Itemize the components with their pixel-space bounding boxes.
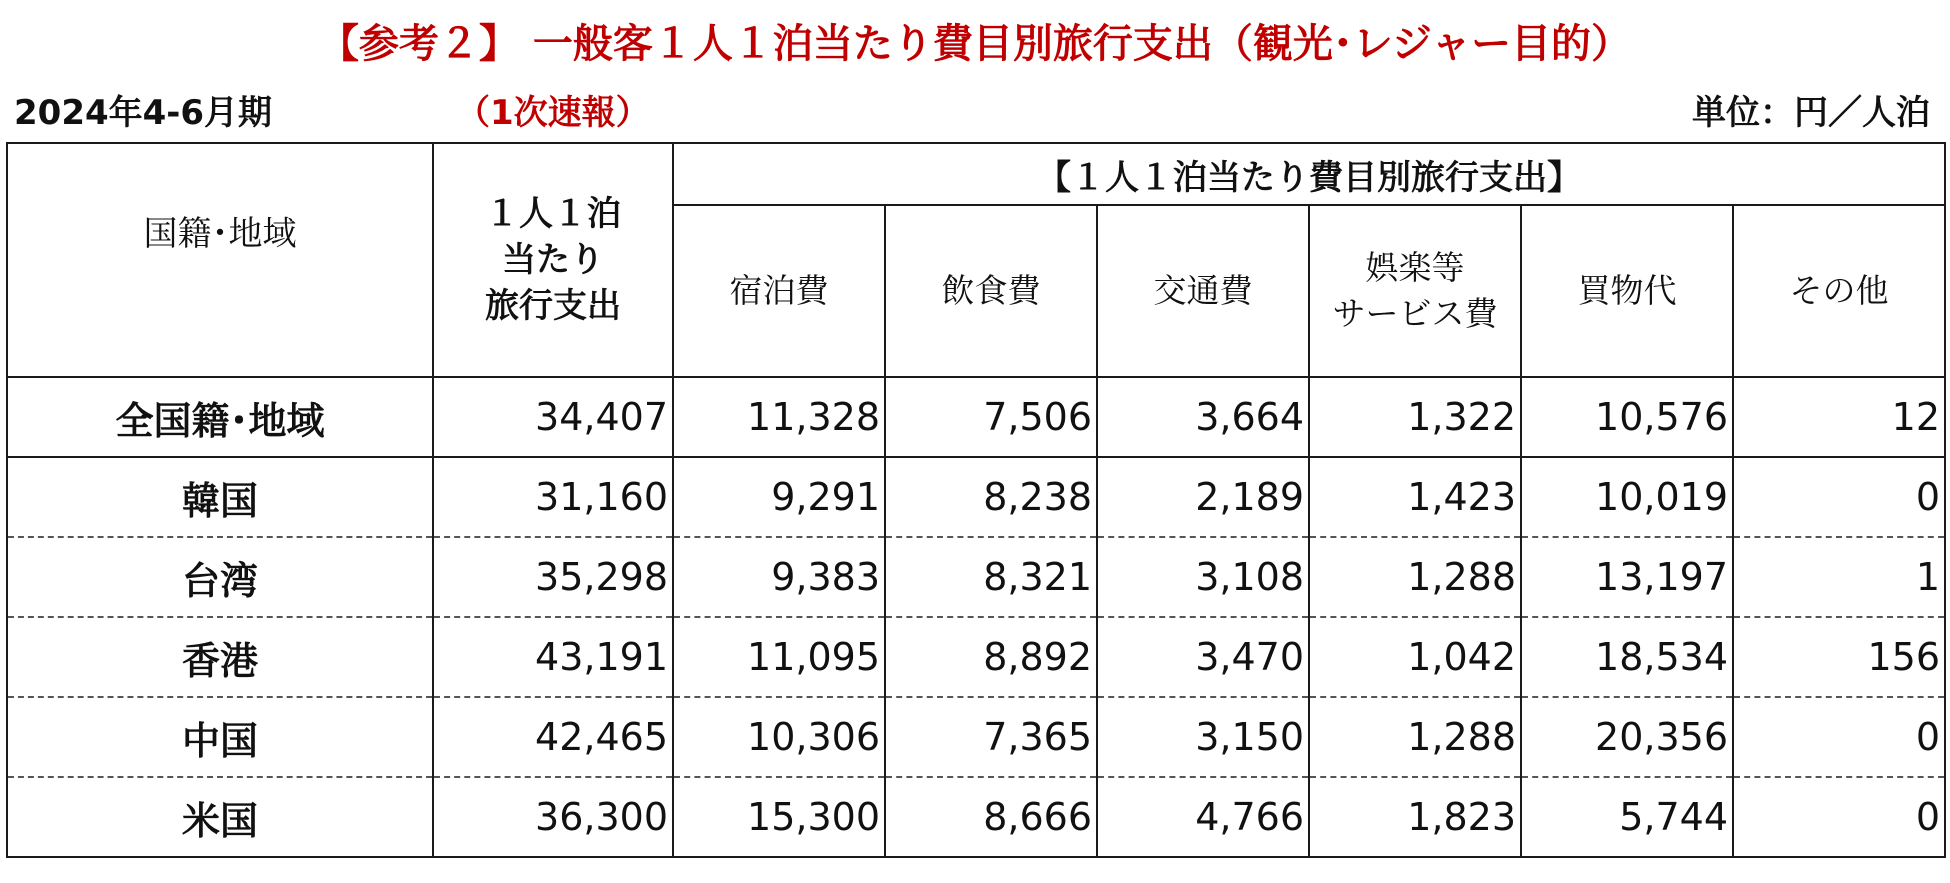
cell-entertainment: 1,288 (1309, 697, 1521, 777)
cell-total: 36,300 (433, 777, 673, 857)
row-label: 中国 (7, 697, 433, 777)
cell-transport: 4,766 (1097, 777, 1309, 857)
row-label: 韓国 (7, 457, 433, 537)
cell-entertainment: 1,423 (1309, 457, 1521, 537)
cell-accommodation: 11,095 (673, 617, 885, 697)
cell-accommodation: 9,383 (673, 537, 885, 617)
cell-accommodation: 11,328 (673, 377, 885, 457)
cell-transport: 2,189 (1097, 457, 1309, 537)
table-row-korea (7, 457, 1945, 537)
header-group: 【１人１泊当たり費目別旅行支出】 (673, 143, 1945, 205)
table-row-usa (7, 777, 1945, 857)
row-label: 全国籍･地域 (7, 377, 433, 457)
cell-food: 8,666 (885, 777, 1097, 857)
cell-accommodation: 10,306 (673, 697, 885, 777)
cell-shopping: 18,534 (1521, 617, 1733, 697)
preliminary-label: （1次速報） (456, 93, 650, 133)
table-row-china (7, 697, 1945, 777)
row-label: 香港 (7, 617, 433, 697)
cell-transport: 3,108 (1097, 537, 1309, 617)
header-region: 国籍･地域 (7, 143, 433, 377)
cell-accommodation: 15,300 (673, 777, 885, 857)
cell-entertainment: 1,823 (1309, 777, 1521, 857)
cell-transport: 3,150 (1097, 697, 1309, 777)
cell-total: 43,191 (433, 617, 673, 697)
header-shopping: 買物代 (1521, 205, 1733, 377)
header-transport: 交通費 (1097, 205, 1309, 377)
header-entertainment: 娯楽等 サービス費 (1309, 205, 1521, 377)
cell-transport: 3,470 (1097, 617, 1309, 697)
cell-transport: 3,664 (1097, 377, 1309, 457)
table-row-all (7, 377, 1945, 457)
header-total: １人１泊 当たり 旅行支出 (433, 143, 673, 377)
cell-other: 0 (1733, 697, 1945, 777)
header-accommodation: 宿泊費 (673, 205, 885, 377)
cell-total: 42,465 (433, 697, 673, 777)
cell-food: 7,365 (885, 697, 1097, 777)
header-other: その他 (1733, 205, 1945, 377)
cell-accommodation: 9,291 (673, 457, 885, 537)
cell-other: 0 (1733, 777, 1945, 857)
cell-other: 0 (1733, 457, 1945, 537)
header-food: 飲食費 (885, 205, 1097, 377)
cell-shopping: 13,197 (1521, 537, 1733, 617)
cell-entertainment: 1,042 (1309, 617, 1521, 697)
expenditure-table (6, 142, 1946, 858)
cell-other: 1 (1733, 537, 1945, 617)
cell-total: 31,160 (433, 457, 673, 537)
cell-shopping: 10,019 (1521, 457, 1733, 537)
cell-entertainment: 1,322 (1309, 377, 1521, 457)
page-title: 【参考２】 一般客１人１泊当たり費目別旅行支出（観光･レジャー目的） (318, 21, 1632, 67)
cell-shopping: 20,356 (1521, 697, 1733, 777)
cell-total: 34,407 (433, 377, 673, 457)
cell-entertainment: 1,288 (1309, 537, 1521, 617)
table-row-hongkong (7, 617, 1945, 697)
table-row-taiwan (7, 537, 1945, 617)
cell-other: 156 (1733, 617, 1945, 697)
cell-food: 7,506 (885, 377, 1097, 457)
unit-label: 単位：円／人泊 (1692, 93, 1930, 133)
cell-shopping: 10,576 (1521, 377, 1733, 457)
cell-other: 12 (1733, 377, 1945, 457)
row-label: 米国 (7, 777, 433, 857)
cell-food: 8,238 (885, 457, 1097, 537)
cell-shopping: 5,744 (1521, 777, 1733, 857)
row-label: 台湾 (7, 537, 433, 617)
cell-food: 8,321 (885, 537, 1097, 617)
cell-food: 8,892 (885, 617, 1097, 697)
period-label: 2024年4-6月期 (14, 93, 273, 133)
cell-total: 35,298 (433, 537, 673, 617)
